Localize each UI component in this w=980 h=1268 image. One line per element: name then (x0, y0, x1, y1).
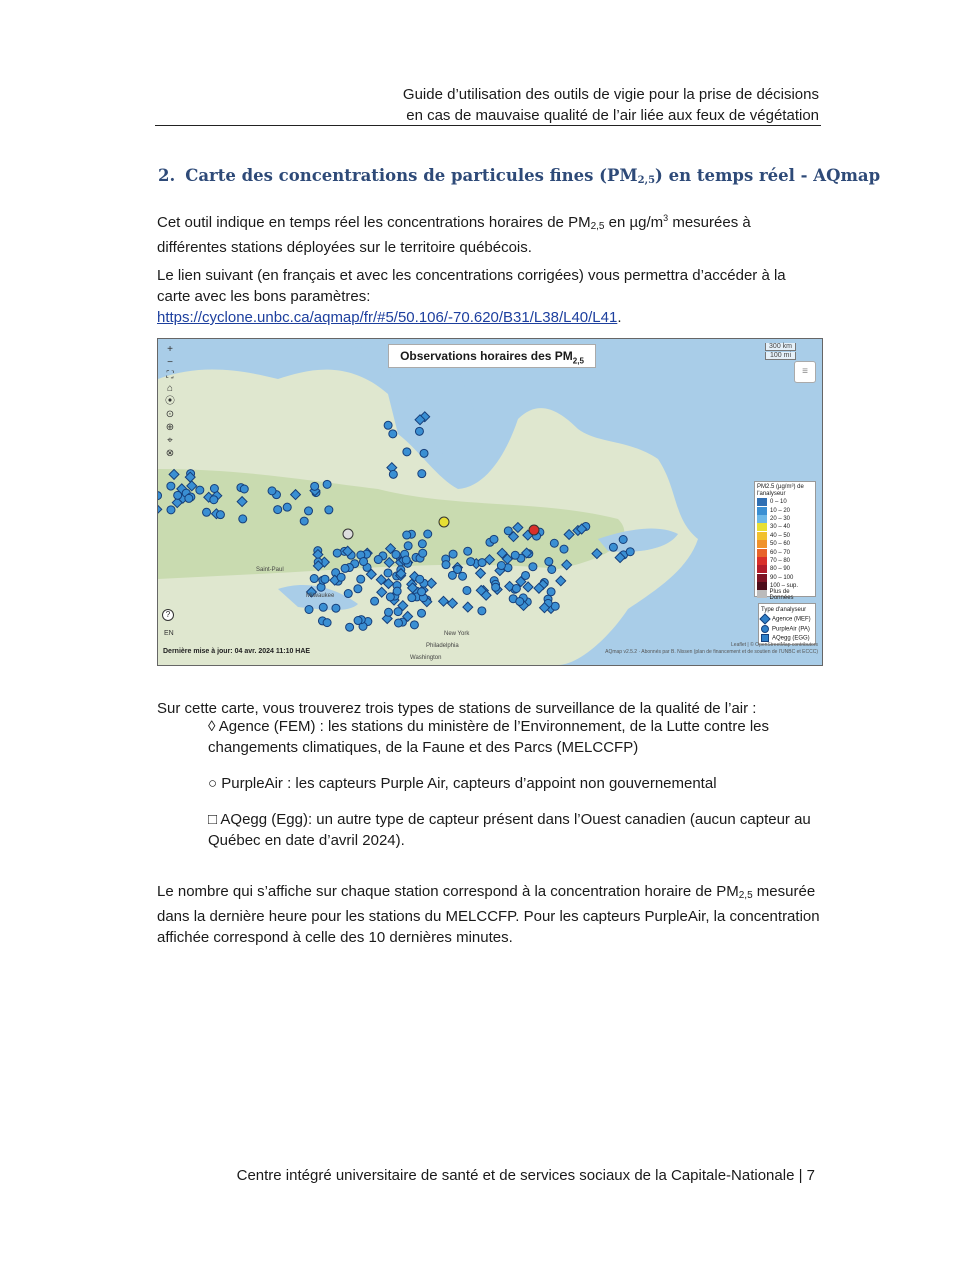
legend-label: 30 – 40 (770, 524, 791, 531)
station-circle[interactable] (274, 506, 282, 514)
station-circle[interactable] (210, 484, 218, 492)
legend-swatch (757, 574, 767, 582)
attribution-line-1[interactable]: Leaflet | © OpenStreetMap contributors (731, 642, 818, 648)
station-circle[interactable] (442, 561, 450, 569)
station-circle[interactable] (459, 572, 467, 580)
station-circle[interactable] (478, 607, 486, 615)
section-number: 2. (158, 166, 176, 185)
station-diamond[interactable] (556, 576, 566, 586)
station-circle[interactable] (463, 586, 471, 594)
legend-row (757, 523, 813, 531)
station-circle[interactable] (548, 565, 556, 573)
legend-label: 80 – 90 (770, 566, 791, 573)
legend-swatch (757, 523, 767, 531)
closing-sub: 2,5 (738, 890, 753, 901)
link-paragraph-end: . (617, 309, 622, 326)
legend-label: 70 – 80 (770, 557, 791, 564)
map-title (388, 344, 596, 368)
legend-label: 10 – 20 (770, 507, 791, 514)
zoom-out-button[interactable]: − (167, 357, 173, 368)
aqmap-link[interactable]: https://cyclone.unbc.ca/aqmap/fr/#5/50.106/-70.620/B31/L38/L40/L41 (157, 309, 618, 326)
header-rule (155, 125, 821, 126)
station-diamond[interactable] (463, 602, 473, 612)
station-circle[interactable] (384, 421, 392, 429)
station-diamond[interactable] (158, 504, 162, 514)
station-diamond[interactable] (564, 530, 574, 540)
legend-label: 20 – 30 (770, 515, 791, 522)
section-title (158, 166, 880, 186)
square-icon (761, 634, 769, 642)
legend-label: 40 – 50 (770, 532, 791, 539)
link-paragraph-text: Le lien suivant (en français et avec les concentrations corrigées) vous permettra d’accéder à la carte avec les bons paramètres: (157, 267, 786, 305)
types-intro: Sur cette carte, vous trouverez trois types de stations de surveillance de la qualité de l’air : (157, 700, 757, 717)
station-type-aqegg: □ AQegg (Egg): un autre type de capteur présent dans l’Ouest canadien (aucun capteur au Québec en date d’avril 2024). (208, 811, 811, 849)
link-paragraph (157, 265, 821, 328)
station-diamond[interactable] (377, 587, 387, 597)
station-circle[interactable] (418, 540, 426, 548)
layers-icon[interactable]: ≡ (794, 361, 816, 383)
station-circle[interactable] (323, 480, 331, 488)
legend-label: 100 – sup. (770, 583, 799, 590)
diamond-icon (759, 613, 770, 624)
legend-row (757, 506, 813, 514)
station-circle[interactable] (467, 558, 475, 566)
station-circle[interactable] (418, 609, 426, 617)
station-circle[interactable] (392, 551, 400, 559)
station-type-agence: ◊ Agence (FEM) : les stations du ministère de l’Environnement, de la Lutte contre les changements climatiques, de la Faune et des Parcs (MELCCFP) (208, 718, 770, 756)
station-circle[interactable] (341, 564, 349, 572)
type-legend-label: AQegg (EGG) (772, 635, 810, 642)
section-title-post: ) en temps réel - AQmap (655, 166, 881, 185)
legend-label: 0 – 10 (770, 499, 787, 506)
station-circle[interactable] (393, 587, 401, 595)
legend-row (757, 498, 813, 506)
station-circle[interactable] (408, 594, 416, 602)
fullscreen-icon[interactable]: ⛶ (166, 370, 174, 381)
map-attribution (605, 642, 818, 656)
station-circle[interactable] (300, 517, 308, 525)
section-title-pre: Carte des concentrations de particules fines (PM (185, 166, 638, 185)
station-circle[interactable] (360, 558, 368, 566)
city-label: Philadelphia (426, 643, 459, 649)
station-circle[interactable] (167, 506, 175, 514)
city-label: Saint-Paul (256, 567, 284, 573)
legend-row (757, 557, 813, 565)
station-circle[interactable] (404, 542, 412, 550)
station-circle[interactable] (439, 517, 449, 527)
station-circle[interactable] (337, 573, 345, 581)
legend-label: Plus de Données (769, 588, 794, 601)
pm-legend (754, 481, 816, 601)
station-diamond[interactable] (592, 549, 602, 559)
type-legend-label: Agence (MEF) (772, 616, 811, 623)
legend-swatch (757, 498, 767, 506)
station-circle[interactable] (416, 575, 424, 583)
legend-swatch (757, 565, 767, 573)
city-label: New York (444, 631, 470, 637)
station-circle[interactable] (560, 545, 568, 553)
station-circle[interactable] (386, 593, 394, 601)
station-circle[interactable] (545, 558, 553, 566)
station-diamond[interactable] (562, 560, 572, 570)
legend-label: 90 – 100 (770, 574, 794, 581)
station-diamond[interactable] (513, 523, 523, 533)
station-circle[interactable] (240, 485, 248, 493)
legend-label: 50 – 60 (770, 541, 791, 548)
section-title-sub: 2,5 (637, 175, 656, 186)
station-circle[interactable] (418, 470, 426, 478)
station-circle[interactable] (619, 535, 627, 543)
type-legend-item (761, 615, 813, 625)
station-circle[interactable] (374, 556, 382, 564)
station-circle[interactable] (522, 571, 530, 579)
legend-swatch (757, 590, 767, 598)
city-label: Milwaukee (306, 593, 335, 599)
legend-title: PM2.5 (µg/m³) de l'analyseur (757, 484, 804, 497)
station-circle[interactable] (332, 604, 340, 612)
station-circle[interactable] (268, 487, 276, 495)
station-circle[interactable] (449, 550, 457, 558)
city-label: Washington (410, 655, 442, 661)
intro-sup: 3 (663, 213, 669, 223)
station-circle[interactable] (389, 430, 397, 438)
station-circle[interactable] (402, 556, 410, 564)
closing-paragraph (157, 881, 821, 948)
station-circle[interactable] (464, 547, 472, 555)
last-updated: Dernière mise à jour: 04 avr. 2024 11:10 HAE (163, 648, 311, 655)
crosshair-icon[interactable]: ⌖ (167, 435, 173, 446)
station-circle[interactable] (174, 491, 182, 499)
header-line-2: en cas de mauvaise qualité de l’air liée aux feux de végétation (406, 107, 819, 124)
station-circle[interactable] (310, 575, 318, 583)
legend-row (757, 565, 813, 573)
station-circle[interactable] (424, 530, 432, 538)
station-circle[interactable] (420, 449, 428, 457)
station-circle[interactable] (415, 427, 423, 435)
station-circle[interactable] (283, 503, 291, 511)
station-circle[interactable] (357, 575, 365, 583)
station-circle[interactable] (354, 585, 362, 593)
scale-km: 300 km (765, 343, 796, 351)
station-circle[interactable] (609, 543, 617, 551)
station-diamond[interactable] (448, 598, 458, 608)
station-circle[interactable] (323, 619, 331, 627)
station-circle[interactable] (512, 584, 520, 592)
type-legend-label: PurpleAir (PA) (772, 626, 810, 633)
legend-row (757, 548, 813, 556)
station-circle[interactable] (333, 549, 341, 557)
station-circle[interactable] (389, 470, 397, 478)
station-circle[interactable] (158, 492, 162, 500)
station-diamond[interactable] (439, 596, 449, 606)
legend-row (757, 532, 813, 540)
intro-paragraph (157, 208, 821, 258)
station-circle[interactable] (319, 603, 327, 611)
station-diamond[interactable] (169, 469, 179, 479)
legend-rows (757, 498, 813, 599)
station-diamond[interactable] (237, 497, 247, 507)
closing-text-2: mesurée dans la dernière heure pour les stations du MELCCFP. Pour les capteurs PurpleAir, la concentration affichée correspond à celle des 10 dernières minutes. (157, 883, 820, 946)
map-scale (765, 343, 796, 361)
legend-row (757, 515, 813, 523)
legend-swatch (757, 532, 767, 540)
station-circle[interactable] (511, 551, 519, 559)
station-circle[interactable] (394, 619, 402, 627)
station-circle[interactable] (346, 623, 354, 631)
page-footer: Centre intégré universitaire de santé et de services sociaux de la Capitale-Nationale | 7 (236, 1167, 815, 1184)
map-title-sub: 2,5 (572, 356, 584, 366)
station-circle[interactable] (216, 511, 224, 519)
help-icon[interactable]: ? (162, 609, 174, 621)
station-circle[interactable] (354, 617, 362, 625)
station-circle[interactable] (343, 529, 353, 539)
type-legend-title: Type d'analyseur (761, 607, 807, 613)
legend-swatch (757, 507, 767, 515)
station-circle[interactable] (516, 597, 524, 605)
intro-text-3: mesurées à différentes stations déployées sur le territoire québécois. (157, 214, 751, 256)
legend-label: 60 – 70 (770, 549, 791, 556)
home-icon[interactable]: ⌂ (166, 383, 174, 394)
station-circle[interactable] (305, 606, 313, 614)
station-circle[interactable] (196, 486, 204, 494)
close-icon[interactable]: ⊗ (165, 448, 175, 459)
legend-swatch (757, 582, 767, 590)
closing-text-1: Le nombre qui s’affiche sur chaque station correspond à la concentration horaire de PM (157, 883, 739, 900)
target-icon[interactable]: ⊙ (165, 409, 175, 420)
locate-icon[interactable]: ⦿ (165, 396, 175, 407)
map-controls (162, 343, 178, 460)
station-circle[interactable] (626, 548, 634, 556)
station-circle[interactable] (167, 482, 175, 490)
station-circle[interactable] (418, 588, 426, 596)
station-circle[interactable] (410, 621, 418, 629)
station-types-list (208, 716, 812, 866)
legend-swatch (757, 540, 767, 548)
header-line-1: Guide d’utilisation des outils de vigie pour la prise de décisions (402, 86, 819, 103)
document-header (403, 84, 819, 126)
station-circle[interactable] (529, 563, 537, 571)
intro-text-2: en µg/m (604, 214, 664, 231)
station-circle[interactable] (454, 565, 462, 573)
legend-swatch (757, 515, 767, 523)
station-circle[interactable] (492, 583, 500, 591)
station-circle[interactable] (384, 569, 392, 577)
station-circle[interactable] (203, 508, 211, 516)
station-circle[interactable] (550, 539, 558, 547)
intro-sub: 2,5 (590, 221, 605, 232)
station-circle[interactable] (529, 525, 539, 535)
aqmap-map[interactable] (157, 338, 823, 666)
scale-mi: 100 mi (765, 352, 796, 360)
legend-row (757, 588, 813, 601)
station-circle[interactable] (185, 494, 193, 502)
sensor-type-legend (758, 603, 816, 645)
station-circle[interactable] (403, 531, 411, 539)
station-circle[interactable] (497, 562, 505, 570)
station-circle[interactable] (371, 597, 379, 605)
station-circle[interactable] (325, 506, 333, 514)
attribution-line-2: AQmap v2.5.2 · Abonnés par B. Nissen (plan de financement et de soutien de l’UNBC et ECCC) (605, 649, 818, 655)
station-circle[interactable] (239, 515, 247, 523)
add-icon[interactable]: ⊕ (165, 422, 175, 433)
station-type-purpleair: ○ PurpleAir : les capteurs Purple Air, capteurs d’appoint non gouvernemental (208, 775, 717, 792)
legend-swatch (757, 549, 767, 557)
station-circle[interactable] (311, 482, 319, 490)
circle-icon (761, 625, 769, 633)
type-legend-item (761, 625, 813, 635)
station-diamond[interactable] (291, 490, 301, 500)
legend-row (757, 574, 813, 582)
zoom-in-button[interactable]: + (167, 344, 173, 355)
station-diamond[interactable] (476, 568, 486, 578)
station-circle[interactable] (490, 535, 498, 543)
legend-row (757, 540, 813, 548)
intro-text-1: Cet outil indique en temps réel les concentrations horaires de PM (157, 214, 591, 231)
station-circle[interactable] (210, 496, 218, 504)
station-circle[interactable] (419, 549, 427, 557)
station-circle[interactable] (385, 608, 393, 616)
station-circle[interactable] (344, 590, 352, 598)
station-circle[interactable] (547, 588, 555, 596)
station-circle[interactable] (403, 448, 411, 456)
map-title-text: Observations horaires des PM (400, 349, 573, 363)
legend-swatch (757, 557, 767, 565)
station-circle[interactable] (305, 507, 313, 515)
station-circle[interactable] (321, 575, 329, 583)
station-markers (158, 339, 822, 665)
language-toggle[interactable]: EN (164, 630, 174, 637)
